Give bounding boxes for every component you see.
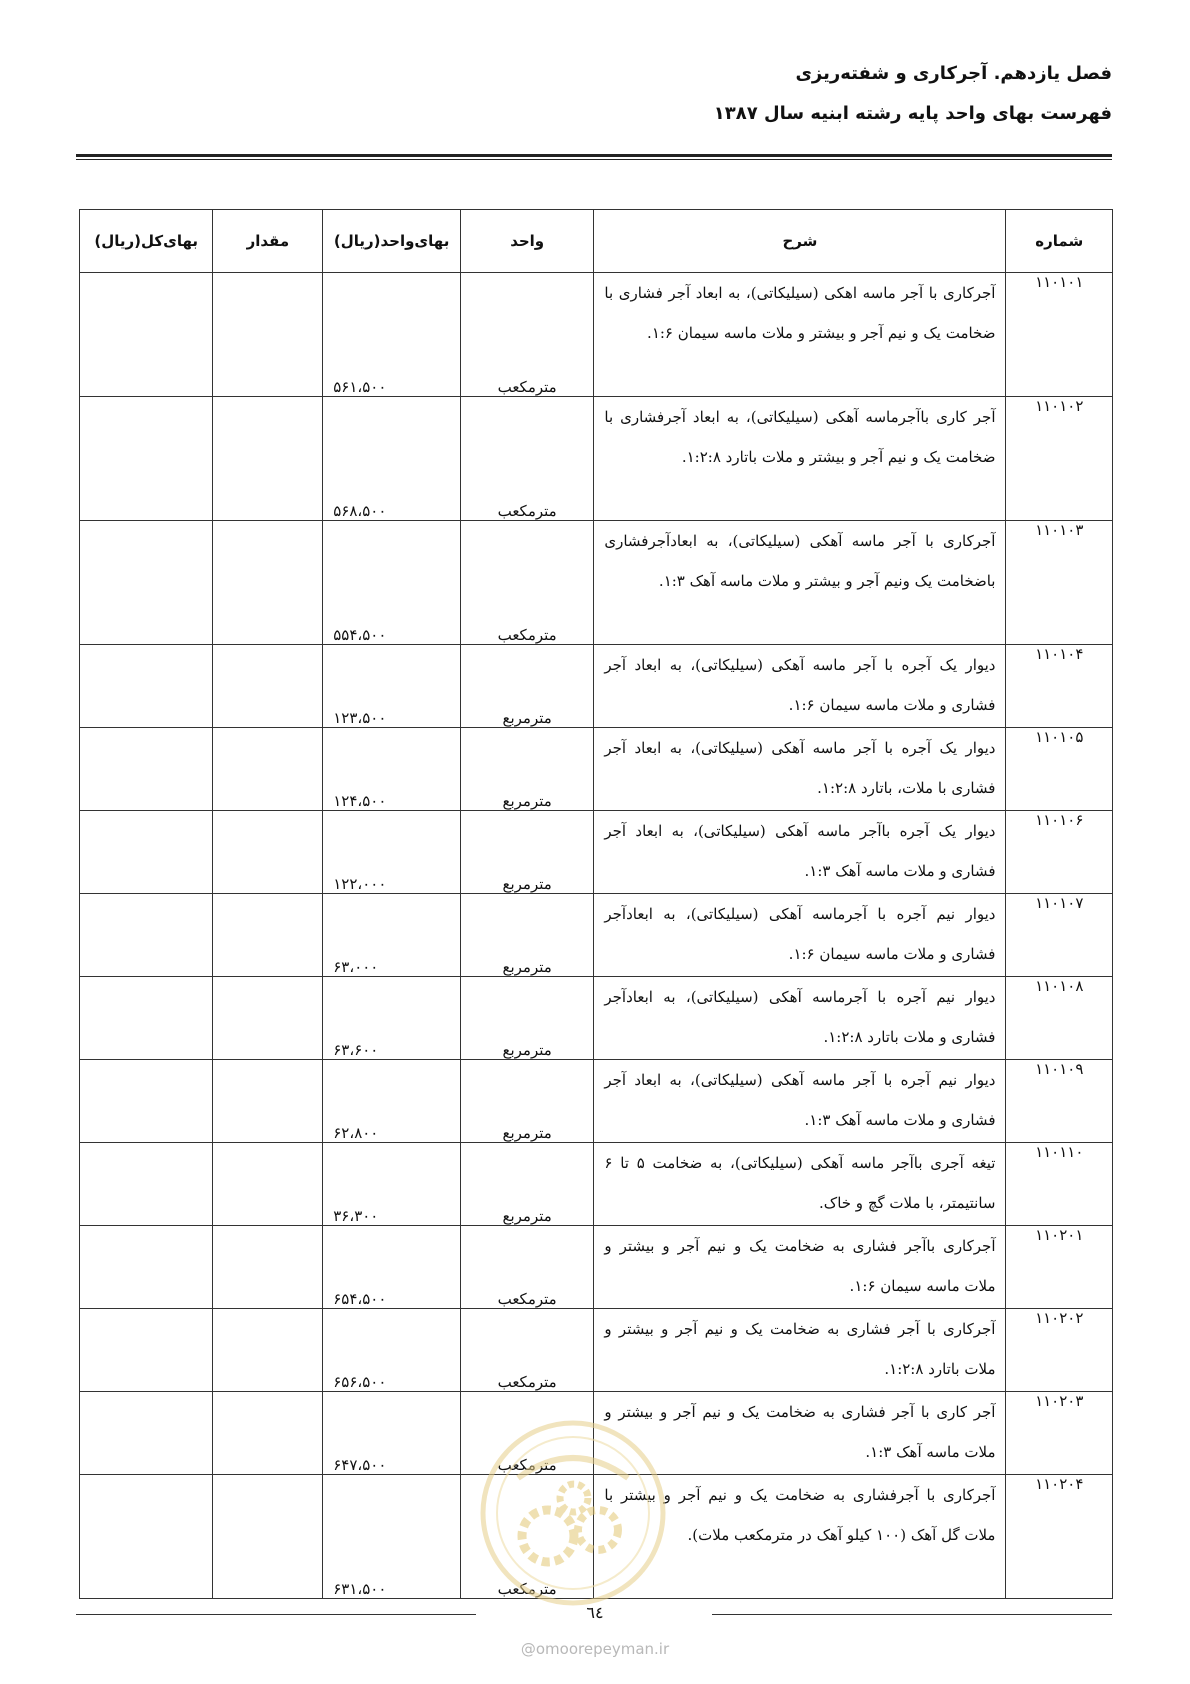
row-total <box>80 977 213 1060</box>
row-unit-price: ۵۶۸،۵۰۰ <box>323 397 461 521</box>
row-unit-price: ۱۲۴،۵۰۰ <box>323 728 461 811</box>
row-unit-price: ۵۶۱،۵۰۰ <box>323 273 461 397</box>
page-header <box>714 60 1112 128</box>
row-total <box>80 1060 213 1143</box>
row-code: ۱۱۰۱۰۹ <box>1006 1060 1113 1143</box>
row-description: آجر کاری با آجر فشاری به ضخامت یک و نیم آجر و بیشتر و ملات ماسه آهک ۱:۳. <box>594 1392 1006 1475</box>
col-unit-header: واحد <box>460 210 593 273</box>
table-row <box>80 894 1113 977</box>
row-code: ۱۱۰۱۰۷ <box>1006 894 1113 977</box>
row-quantity <box>213 645 323 728</box>
row-quantity <box>213 1309 323 1392</box>
footer-rule-left <box>76 1614 476 1615</box>
row-unit-price: ۶۵۶،۵۰۰ <box>323 1309 461 1392</box>
table-row <box>80 273 1113 397</box>
row-quantity <box>213 273 323 397</box>
row-total <box>80 811 213 894</box>
row-description: تیغه آجری باآجر ماسه آهکی (سیلیکاتی)، به ضخامت ۵ تا ۶ سانتیمتر، با ملات گچ و خاک. <box>594 1143 1006 1226</box>
chapter-title: فصل یازدهم. آجرکاری و شفته‌ریزی <box>795 63 1112 84</box>
website-watermark: @omoorepeyman.ir <box>520 1640 670 1658</box>
row-quantity <box>213 811 323 894</box>
row-quantity <box>213 1060 323 1143</box>
table-row <box>80 521 1113 645</box>
row-code: ۱۱۰۲۰۲ <box>1006 1309 1113 1392</box>
row-total <box>80 1309 213 1392</box>
row-unit-price: ۶۵۴،۵۰۰ <box>323 1226 461 1309</box>
row-total <box>80 728 213 811</box>
row-unit-price: ۶۲،۸۰۰ <box>323 1060 461 1143</box>
row-unit: مترمکعب <box>460 1309 593 1392</box>
row-description: دیوار یک آجره با آجر ماسه آهکی (سیلیکاتی)، به ابعاد آجر فشاری با ملات، باتارد ۱:۲:۸. <box>594 728 1006 811</box>
row-description: دیوار یک آجره با آجر ماسه آهکی (سیلیکاتی)، به ابعاد آجر فشاری و ملات ماسه سیمان ۱:۶. <box>594 645 1006 728</box>
row-quantity <box>213 397 323 521</box>
row-description: دیوار نیم آجره با آجرماسه آهکی (سیلیکاتی)، به ابعادآجر فشاری و ملات ماسه سیمان ۱:۶. <box>594 894 1006 977</box>
row-description: دیوار یک آجره باآجر ماسه آهکی (سیلیکاتی)، به ابعاد آجر فشاری و ملات ماسه آهک ۱:۳. <box>594 811 1006 894</box>
row-unit: مترمکعب <box>460 521 593 645</box>
row-code: ۱۱۰۱۰۱ <box>1006 273 1113 397</box>
col-qty-header: مقدار <box>213 210 323 273</box>
row-total <box>80 1226 213 1309</box>
row-unit: مترمربع <box>460 977 593 1060</box>
table-row <box>80 977 1113 1060</box>
row-code: ۱۱۰۲۰۴ <box>1006 1475 1113 1599</box>
row-unit: مترمربع <box>460 1060 593 1143</box>
row-code: ۱۱۰۲۰۳ <box>1006 1392 1113 1475</box>
row-total <box>80 1143 213 1226</box>
row-quantity <box>213 728 323 811</box>
row-quantity <box>213 1143 323 1226</box>
table-row <box>80 1226 1113 1309</box>
row-unit-price: ۶۳،۶۰۰ <box>323 977 461 1060</box>
row-unit: مترمکعب <box>460 273 593 397</box>
table-row <box>80 1392 1113 1475</box>
page-number: ٦٤ <box>586 1603 604 1622</box>
row-total <box>80 894 213 977</box>
row-unit: مترمربع <box>460 645 593 728</box>
row-unit-price: ۱۲۲،۰۰۰ <box>323 811 461 894</box>
row-code: ۱۱۰۲۰۱ <box>1006 1226 1113 1309</box>
table-row <box>80 397 1113 521</box>
row-quantity <box>213 977 323 1060</box>
table-row <box>80 1309 1113 1392</box>
col-desc-header: شرح <box>594 210 1006 273</box>
row-code: ۱۱۰۱۰۲ <box>1006 397 1113 521</box>
row-total <box>80 1392 213 1475</box>
row-quantity <box>213 1475 323 1599</box>
price-table <box>79 209 1113 1599</box>
header-rule <box>76 154 1112 160</box>
row-description: آجرکاری با آجر ماسه اهکی (سیلیکاتی)، به ابعاد آجر فشاری با ضخامت یک و نیم آجر و بیشتر و ملات ماسه سیمان ۱:۶. <box>594 273 1006 397</box>
row-total <box>80 273 213 397</box>
row-code: ۱۱۰۱۰۸ <box>1006 977 1113 1060</box>
table-header-row <box>80 210 1113 273</box>
row-unit-price: ۶۳،۰۰۰ <box>323 894 461 977</box>
row-quantity <box>213 894 323 977</box>
row-total <box>80 397 213 521</box>
row-description: آجرکاری با آجر فشاری به ضخامت یک و نیم آجر و بیشتر و ملات باتارد ۱:۲:۸. <box>594 1309 1006 1392</box>
row-total <box>80 521 213 645</box>
row-description: دیوار نیم آجره با آجرماسه آهکی (سیلیکاتی)، به ابعادآجر فشاری و ملات باتارد ۱:۲:۸. <box>594 977 1006 1060</box>
row-description: آجرکاری با آجرفشاری به ضخامت یک و نیم آجر و بیشتر با ملات گل آهک (۱۰۰ کیلو آهک در مترمکعب ملات). <box>594 1475 1006 1599</box>
row-quantity <box>213 521 323 645</box>
row-unit: مترمربع <box>460 811 593 894</box>
row-unit: مترمربع <box>460 728 593 811</box>
row-total <box>80 645 213 728</box>
row-unit-price: ۶۴۷،۵۰۰ <box>323 1392 461 1475</box>
table-row <box>80 1060 1113 1143</box>
row-code: ۱۱۰۱۱۰ <box>1006 1143 1113 1226</box>
row-description: آجر کاری باآجرماسه آهکی (سیلیکاتی)، به ابعاد آجرفشاری با ضخامت یک و نیم آجر و بیشتر و ملات باتارد ۱:۲:۸. <box>594 397 1006 521</box>
row-unit: مترمربع <box>460 894 593 977</box>
row-unit-price: ۵۵۴،۵۰۰ <box>323 521 461 645</box>
row-unit-price: ۱۲۳،۵۰۰ <box>323 645 461 728</box>
row-unit: مترمربع <box>460 1143 593 1226</box>
row-unit: مترمکعب <box>460 397 593 521</box>
row-unit: مترمکعب <box>460 1475 593 1599</box>
table-row <box>80 645 1113 728</box>
row-quantity <box>213 1226 323 1309</box>
row-code: ۱۱۰۱۰۳ <box>1006 521 1113 645</box>
table-row <box>80 811 1113 894</box>
document-subtitle: فهرست بهای واحد پایه رشته ابنیه سال ۱۳۸۷ <box>713 103 1112 124</box>
table-row <box>80 728 1113 811</box>
footer-rule-right <box>712 1614 1112 1615</box>
row-description: آجرکاری باآجر فشاری به ضخامت یک و نیم آجر و بیشتر و ملات ماسه سیمان ۱:۶. <box>594 1226 1006 1309</box>
row-description: آجرکاری با آجر ماسه آهکی (سیلیکاتی)، به ابعادآجرفشاری باضخامت یک ونیم آجر و بیشتر و ملات ماسه آهک ۱:۳. <box>594 521 1006 645</box>
col-unit-price-header: بهای‌واحد(ریال) <box>323 210 461 273</box>
row-code: ۱۱۰۱۰۶ <box>1006 811 1113 894</box>
row-code: ۱۱۰۱۰۴ <box>1006 645 1113 728</box>
row-description: دیوار نیم آجره با آجر ماسه آهکی (سیلیکاتی)، به ابعاد آجر فشاری و ملات ماسه آهک ۱:۳. <box>594 1060 1006 1143</box>
row-unit-price: ۳۶،۳۰۰ <box>323 1143 461 1226</box>
row-code: ۱۱۰۱۰۵ <box>1006 728 1113 811</box>
row-unit: مترمکعب <box>460 1392 593 1475</box>
row-unit-price: ۶۳۱،۵۰۰ <box>323 1475 461 1599</box>
table-row <box>80 1475 1113 1599</box>
row-quantity <box>213 1392 323 1475</box>
col-total-header: بهای‌کل(ریال) <box>80 210 213 273</box>
table-row <box>80 1143 1113 1226</box>
row-unit: مترمکعب <box>460 1226 593 1309</box>
col-code-header: شماره <box>1006 210 1113 273</box>
row-total <box>80 1475 213 1599</box>
